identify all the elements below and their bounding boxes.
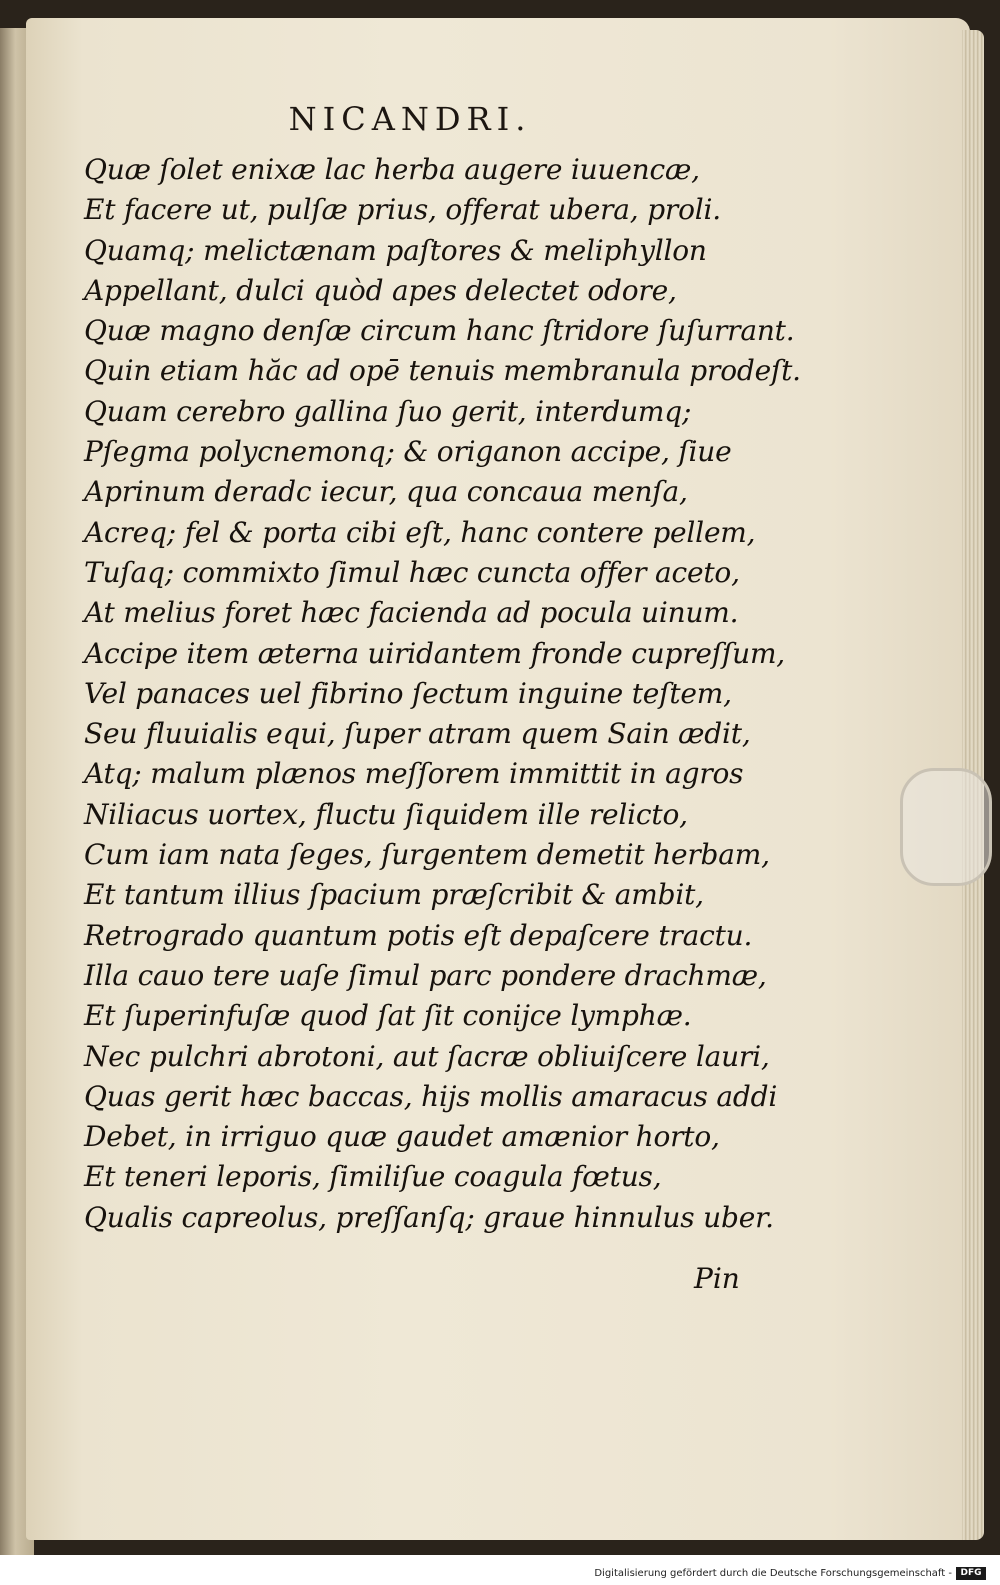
verse-line: Acreq; fel & porta cibi eſt, hanc contere pellem, [84, 515, 756, 549]
verse-line: Seu fluuialis equi, ſuper atram quem Sain ædit, [84, 717, 751, 751]
verse-line: Quamq; melictænam paſtores & meliphyllon [84, 233, 707, 267]
verse-line: Retrogrado quantum potis eſt depaſcere tractu. [84, 918, 753, 952]
verse-line: Quæ ſolet enixæ lac herba augere iuuencæ, [84, 153, 700, 186]
verse-line: Quam cerebro gallina ſuo gerit, interdumq; [84, 394, 692, 428]
verse-line: Aprinum deradc iecur, qua concaua menſa, [84, 475, 688, 509]
verse-line: Illa cauo tere uaſe ſimul parc pondere drachmæ, [84, 958, 767, 992]
verse-line: Quin etiam hăc ad opē tenuis membranula prodeſt. [84, 354, 801, 388]
verse-line: Accipe item æterna uiridantem fronde cupreſſum, [84, 636, 786, 670]
verse-line: Debet, in irriguo quæ gaudet amænior horto, [84, 1120, 720, 1154]
verse-line: Quæ magno denſæ circum hanc ſtridore ſuſurrant. [84, 314, 795, 348]
verse-line: Atq; malum plænos meſſorem immittit in agros [84, 757, 744, 791]
running-header: NICANDRI. [288, 100, 532, 138]
verse-line: Cum iam nata ſeges, ſurgentem demetit herbam, [84, 838, 770, 872]
page-clip [900, 768, 992, 886]
verse-line: Qualis capreolus, preſſanſq; graue hinnulus uber. [84, 1200, 774, 1234]
verse-line: Niliacus uortex, fluctu ſiquidem ille relicto, [84, 797, 688, 831]
verse-line: Quas gerit hæc baccas, hijs mollis amaracus addi [84, 1079, 778, 1113]
verse-line: Et teneri leporis, ſimiliſue coagula fœtus, [84, 1160, 662, 1194]
verse-line: Et ſuperinfuſæ quod ſat ſit conijce lymphæ. [84, 999, 692, 1033]
verse-line: Vel panaces uel fibrino ſectum inguine teſtem, [84, 676, 732, 710]
catchword: Pin [694, 1262, 740, 1295]
verse-line: Pſegma polycnemonq; & origanon accipe, ſiue [84, 435, 732, 469]
footer-credit: Digitalisierung gefördert durch die Deutsche Forschungsgemeinschaft - [594, 1568, 952, 1579]
verse-line: Et facere ut, pulſæ prius, offerat ubera, proli. [84, 193, 721, 227]
verse-line: Nec pulchri abrotoni, aut ſacræ obliuiſcere lauri, [84, 1039, 770, 1073]
verse-line: At melius foret hæc facienda ad pocula uinum. [84, 596, 739, 630]
verse-list [84, 150, 801, 1238]
dfg-logo: DFG [956, 1567, 986, 1580]
verse-line: Et tantum illius ſpacium præſcribit & ambit, [84, 878, 704, 912]
verse-line: Tuſaq; commixto ſimul hæc cuncta offer aceto, [84, 555, 740, 589]
verse-line: Appellant, dulci quòd apes delectet odore, [84, 273, 677, 307]
